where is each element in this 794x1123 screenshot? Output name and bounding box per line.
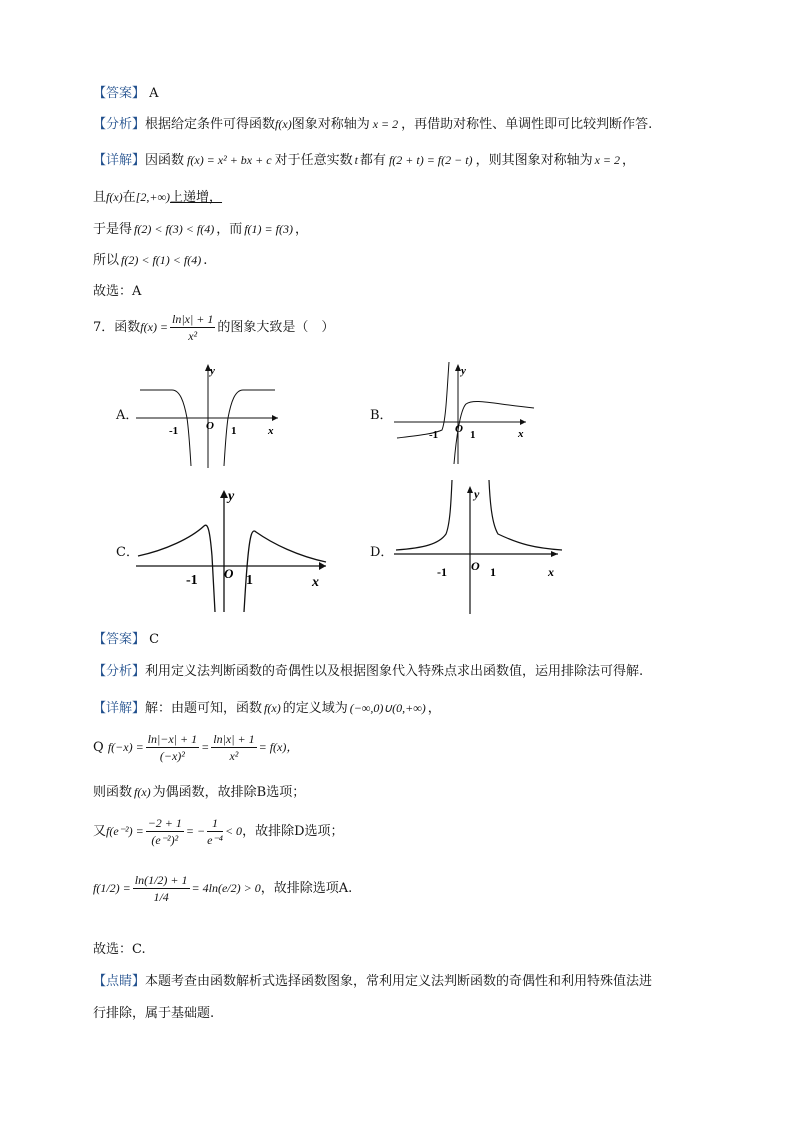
option-a-label: A． [116, 408, 139, 423]
math: = 4ln(e/2) > 0 [191, 881, 261, 895]
text: ， [294, 222, 308, 237]
question-7 [93, 310, 334, 345]
text: . [203, 253, 208, 268]
graph-option-a [136, 360, 286, 470]
math: < 0 [224, 824, 243, 838]
even-function-line [93, 728, 298, 767]
math: = f(x)， [258, 740, 299, 754]
x-arrow [551, 551, 558, 557]
choose-line-2: 故选：C. [93, 942, 146, 957]
exclude-b-line [93, 782, 305, 803]
denominator: (−x)² [159, 749, 185, 763]
math: f(x) [264, 701, 281, 715]
detail-line-4 [93, 250, 207, 271]
detail-tag: 【详解】 [93, 701, 146, 716]
text: 对于任意实数 [274, 153, 353, 168]
point-line-1 [93, 972, 652, 992]
fraction [170, 311, 215, 344]
curve-left [397, 362, 449, 438]
text: 本题考查由函数解析式选择函数图象，常利用定义法判断函数的奇偶性和利用特殊值法进 [145, 974, 653, 989]
math: = [201, 740, 210, 754]
answer-line-2 [93, 630, 159, 650]
origin-label: O [471, 559, 480, 573]
text: 解：由题可知，函数 [145, 701, 263, 716]
point-line-2: 行排除，属于基础题. [93, 1006, 215, 1021]
text: 因函数 [145, 153, 185, 168]
fraction [146, 731, 199, 764]
text: 上递增， [170, 190, 223, 205]
denominator: x² [229, 749, 239, 763]
text: 的定义域为 [282, 701, 348, 716]
text: ，故排除选项A. [260, 881, 353, 896]
math: f(−x) = [107, 740, 144, 754]
detail-line-2 [93, 187, 222, 208]
x-label: x [518, 428, 524, 440]
option-c-label: C． [116, 545, 139, 560]
y-label: y [228, 489, 235, 504]
denominator: 1/4 [153, 890, 169, 904]
math: f(2) < f(1) < f(4) [121, 253, 202, 267]
graph-option-b [394, 360, 544, 470]
text: ，再借助对称性、单调性即可比较判断作答. [401, 117, 653, 132]
exclude-a-line [93, 868, 352, 909]
tick-neg1: -1 [169, 425, 179, 437]
answer-line-1 [93, 84, 159, 104]
math: = − [185, 824, 206, 838]
tick-pos1: 1 [490, 565, 496, 579]
text: ，故排除D选项； [242, 824, 344, 839]
detail-line-3 [93, 219, 308, 240]
tick-pos1: 1 [231, 425, 237, 437]
text: 为偶函数，故排除B选项； [152, 785, 306, 800]
math: f(x) [275, 117, 292, 131]
text: ， [622, 153, 636, 168]
denominator: (e⁻²)² [151, 833, 179, 847]
text: ，则其图象对称轴为 [475, 153, 593, 168]
origin-label: O [455, 423, 463, 435]
option-b-label: B． [370, 408, 393, 423]
x-label: x [268, 425, 274, 437]
curve-right [489, 480, 562, 550]
origin-label: O [206, 420, 214, 432]
math: x = 2 [372, 117, 399, 131]
tick-neg1: -1 [186, 573, 198, 588]
math: t [354, 153, 358, 167]
numerator: −2 + 1 [147, 816, 182, 830]
math: f(x) [106, 190, 123, 204]
tick-neg1: -1 [429, 429, 439, 441]
math: [2,+∞) [135, 190, 171, 204]
detail-line-5 [93, 698, 441, 719]
choose-line-1: 故选：A [93, 284, 142, 299]
x-label: x [548, 565, 554, 579]
text: 则函数 [93, 785, 133, 800]
answer-tag: 【答案】 [93, 86, 146, 101]
text: 图象对称轴为 [291, 117, 370, 132]
math: f(1) = f(3) [244, 222, 293, 236]
tick-pos1: 1 [246, 573, 253, 588]
y-label: y [210, 365, 215, 377]
math: f(x) = x² + bx + c [187, 153, 272, 167]
text: Q [93, 740, 104, 755]
fraction [146, 815, 184, 848]
x-label: x [312, 575, 319, 590]
tick-pos1: 1 [470, 429, 476, 441]
text: 根据给定条件可得函数 [145, 117, 276, 132]
numerator: ln|−x| + 1 [147, 732, 198, 746]
curve-left [396, 480, 452, 550]
text: 所以 [93, 253, 120, 268]
math: f(2 + t) = f(2 − t) [388, 153, 473, 167]
answer-value: A [149, 86, 159, 101]
x-arrow [272, 415, 278, 421]
fraction [207, 815, 223, 848]
graph-option-c [136, 486, 332, 614]
x-arrow [319, 562, 326, 570]
graph-option-d [394, 478, 566, 616]
curve-left [140, 390, 191, 466]
math: f(1/2) = [93, 881, 131, 895]
option-d-label: D． [370, 545, 394, 560]
question-number: 7．函数 [93, 320, 141, 335]
numerator: ln|x| + 1 [213, 732, 255, 746]
text: ， [427, 701, 441, 716]
text: 在 [122, 190, 136, 205]
y-arrow [220, 490, 228, 498]
denominator: x² [188, 329, 198, 343]
math: f(e⁻²) = [106, 824, 144, 838]
answer-value: C [149, 632, 160, 647]
analysis-line-1 [93, 114, 652, 135]
math: f(2) < f(3) < f(4) [134, 222, 215, 236]
math: (−∞,0)∪(0,+∞) [349, 701, 426, 715]
text: 利用定义法判断函数的奇偶性以及根据图象代入特殊点求出函数值，运用排除法可得解. [145, 664, 644, 679]
text: 都有 [359, 153, 386, 168]
tick-neg1: -1 [437, 565, 447, 579]
text: 的图象大致是（ ） [217, 320, 335, 335]
text: 又 [93, 824, 107, 839]
math: x = 2 [594, 153, 621, 167]
answer-tag: 【答案】 [93, 632, 146, 647]
analysis-line-2 [93, 662, 643, 682]
denominator: e⁻⁴ [207, 833, 223, 847]
text: 且 [93, 190, 107, 205]
fraction [211, 731, 256, 764]
origin-label: O [224, 566, 234, 581]
numerator: 1 [207, 815, 223, 832]
exclude-d-line [93, 812, 344, 851]
curve-right [244, 531, 326, 612]
math: f(x) [134, 785, 151, 799]
math: f(x) = [140, 320, 169, 334]
y-label: y [474, 487, 480, 501]
analysis-tag: 【分析】 [93, 117, 146, 132]
y-arrow [467, 486, 473, 493]
text: 于是得 [93, 222, 133, 237]
numerator: ln|x| + 1 [172, 312, 214, 326]
point-tag: 【点睛】 [93, 974, 146, 989]
y-label: y [461, 365, 466, 377]
analysis-tag: 【分析】 [93, 664, 146, 679]
detail-tag: 【详解】 [93, 153, 146, 168]
text: ，而 [216, 222, 243, 237]
detail-line-1 [93, 150, 635, 171]
x-arrow [520, 419, 526, 425]
curve-left [138, 525, 215, 612]
fraction [133, 872, 190, 905]
numerator: ln(1/2) + 1 [134, 873, 188, 887]
